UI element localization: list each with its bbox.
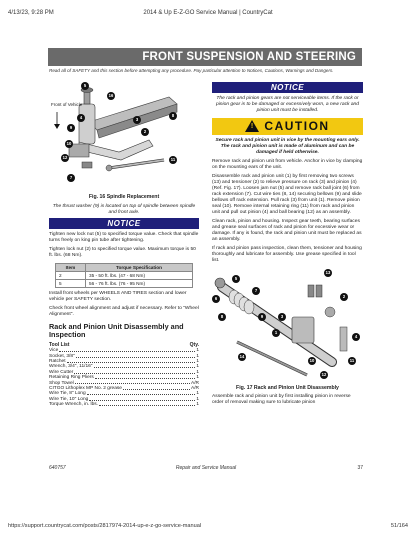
callout-7: 7 — [67, 174, 75, 182]
callout-8: 8 — [169, 112, 177, 120]
callout-3: 3 — [278, 313, 286, 321]
caution-text: Secure rack and pinion unit in vice by the mounting ears only. The rack and pinion unit is made of aluminum and can be damaged if held otherwise. — [215, 137, 360, 155]
print-datetime: 4/13/23, 9:28 PM — [8, 10, 54, 16]
list-item: CITGO Lithoplex MP No. 2 grease A/R — [49, 385, 199, 391]
callout-5: 5 — [81, 82, 89, 90]
para-assemble: Assemble rack and pinion unit by first installing pinion in reverse order of removal making sure to lubricate pinion — [212, 393, 351, 405]
callout-4: 4 — [77, 114, 85, 122]
doc-code: 640757 — [49, 465, 66, 471]
list-item: Wire Tie, 10" Long 1 — [49, 396, 199, 402]
torque-spec: 35 - 50 ft. lbs. (47 - 68 Nm) — [86, 271, 193, 279]
section-title: FRONT SUSPENSION AND STEERING — [48, 48, 362, 66]
tool-qty-label: Qty. — [189, 342, 199, 349]
callout-16: 16 — [108, 93, 114, 98]
para-check-alignment: Check front wheel alignment and adjust if necessary. Refer to "Wheel Alignment". — [49, 305, 199, 317]
print-header — [8, 10, 408, 20]
callout-8: 8 — [218, 313, 226, 321]
caution-label: CAUTION — [264, 119, 330, 134]
tool-list — [49, 348, 199, 407]
callout-12: 12 — [62, 155, 68, 160]
list-item: Vice 1 — [49, 348, 199, 354]
callout-3: 3 — [133, 116, 141, 124]
figure-17-caption: Fig. 17 Rack and Pinion Unit Disassembly — [236, 384, 339, 391]
notice-bar-right: NOTICE — [212, 82, 363, 93]
callout-12: 12 — [321, 371, 327, 377]
right-column — [212, 82, 363, 406]
figure-17 — [212, 267, 363, 383]
list-item: Ratchet 1 — [49, 359, 199, 365]
list-item: Wire Tie, 8" Long 1 — [49, 391, 199, 397]
tool-list-label: Tool List — [49, 342, 70, 349]
para-install-wheels: Install front wheels per WHEELS AND TIRES section and lower vehicle per SAFETY section. — [49, 290, 187, 302]
para-lock-nut-5: Tighten new lock nut (5) to specified torque value. Check that spindle turns freely on king pin tube after tightening. — [49, 231, 199, 243]
list-item: Torque Wrench, in. lbs. 1 — [49, 402, 199, 407]
rack-pinion-diagram — [212, 267, 363, 383]
callout-1: 1 — [272, 329, 280, 337]
list-item: Wire Cutter 1 — [49, 369, 199, 375]
callout-13: 13 — [325, 269, 331, 275]
para-remove-rack: Remove rack and pinion unit from vehicle. Anchor in vice by clamping on the mounting ears of the unit. — [212, 158, 363, 170]
callout-7: 7 — [252, 287, 260, 295]
thrust-washer-note: The thrust washer (9) is located on top of spindle between spindle and front axle. — [52, 204, 196, 215]
table-row — [56, 271, 193, 279]
notice-text-right: The rack and pinion gears are not serviceable items. If the rack or pinion gear is to be damaged or excessively worn, a new rack and pinion unit must be installed. — [216, 96, 359, 113]
print-page-count: 51/164 — [390, 523, 408, 529]
print-doc-title: 2014 & Up E-Z-GO Service Manual | CountryCat — [143, 10, 273, 16]
para-clean-inspect: Clean rack, pinion and housing. Inspect gear teeth, bearing surfaces and grease seal surfaces of rack and pinion for excessive wear or damage. If any is found, the rack and pinion unit must be replaced as an assembly. — [212, 218, 362, 242]
rack-pinion-heading: Rack and Pinion Unit Disassembly and Inspection — [49, 321, 184, 340]
figure-16 — [49, 82, 199, 192]
table-row — [56, 279, 193, 287]
callout-9: 9 — [258, 313, 266, 321]
safety-line: Read all of SAFETY and this section before attempting any procedure. Pay particular attention to Notices, Cautions, Warnings and Dangers. — [49, 68, 334, 73]
para-disassemble: Disassemble rack and pinion unit (1) by first removing two screws (13) and tensioner (2) to relieve pressure on rack (3) and pinion (4) (Ref. Fig. 17). Loosen jam nut (5) and remove rack ball joint (6) from rack extension (7). Cut wire ties (8, 14) securing bellows (9) and slide bellows off rack extension. Pull rack (3) from unit (1). Remove pinion seal (10). Remove internal retaining ring (11) from rack and pinion unit and pull out pinion (4) and ball bearing (12) as an assembly. — [212, 173, 362, 215]
callout-11: 11 — [349, 357, 355, 363]
callout-5: 5 — [232, 275, 240, 283]
warning-icon: ! — [245, 120, 259, 132]
front-of-vehicle-label: Front of Vehicle — [51, 102, 83, 107]
manual-name: Repair and Service Manual — [175, 465, 237, 471]
list-item: Wrench, 3/4", 11/16" 1 — [49, 364, 199, 370]
list-item: Shop Towel A/R — [49, 380, 199, 386]
print-url: https://support.countrycat.com/posts/2817974-2014-up-e-z-go-service-manual — [8, 523, 202, 529]
torque-item: 2 — [56, 271, 86, 279]
callout-11: 11 — [170, 157, 176, 162]
torque-header-spec: Torque Specification — [86, 263, 193, 271]
callout-4: 4 — [352, 333, 360, 341]
torque-table — [55, 263, 193, 288]
page-footer — [49, 465, 363, 473]
callout-14: 14 — [239, 353, 245, 359]
para-lubricate: If rack and pinion pass inspection, clean them, tensioner and housing thoroughly and lubricate for assembly. Use grease specified in tool list. — [212, 245, 362, 263]
callout-9: 9 — [67, 124, 75, 132]
callout-6: 6 — [212, 295, 220, 303]
callout-10: 10 — [309, 357, 315, 363]
list-item: Retaining Ring Pliers 1 — [49, 375, 199, 381]
torque-header-item: Item — [56, 263, 86, 271]
torque-spec: 56 - 76 ft. lbs. (76 - 95 Nm) — [86, 279, 193, 287]
notice-bar-left: NOTICE — [49, 218, 199, 229]
list-item: Socket, 3/8" 1 — [49, 353, 199, 359]
callout-2: 2 — [340, 293, 348, 301]
torque-item: 5 — [56, 279, 86, 287]
caution-bar — [212, 118, 363, 135]
callout-10: 10 — [66, 141, 72, 146]
page-number: 37 — [357, 465, 363, 471]
para-lock-nut-2: Tighten lock nut (2) to specified torque value. Maximum torque is 50 ft. lbs. (68 Nm). — [49, 246, 196, 258]
left-column — [49, 82, 199, 407]
callout-2: 2 — [141, 128, 149, 136]
figure-16-caption: Fig. 16 Spindle Replacement — [88, 194, 160, 200]
